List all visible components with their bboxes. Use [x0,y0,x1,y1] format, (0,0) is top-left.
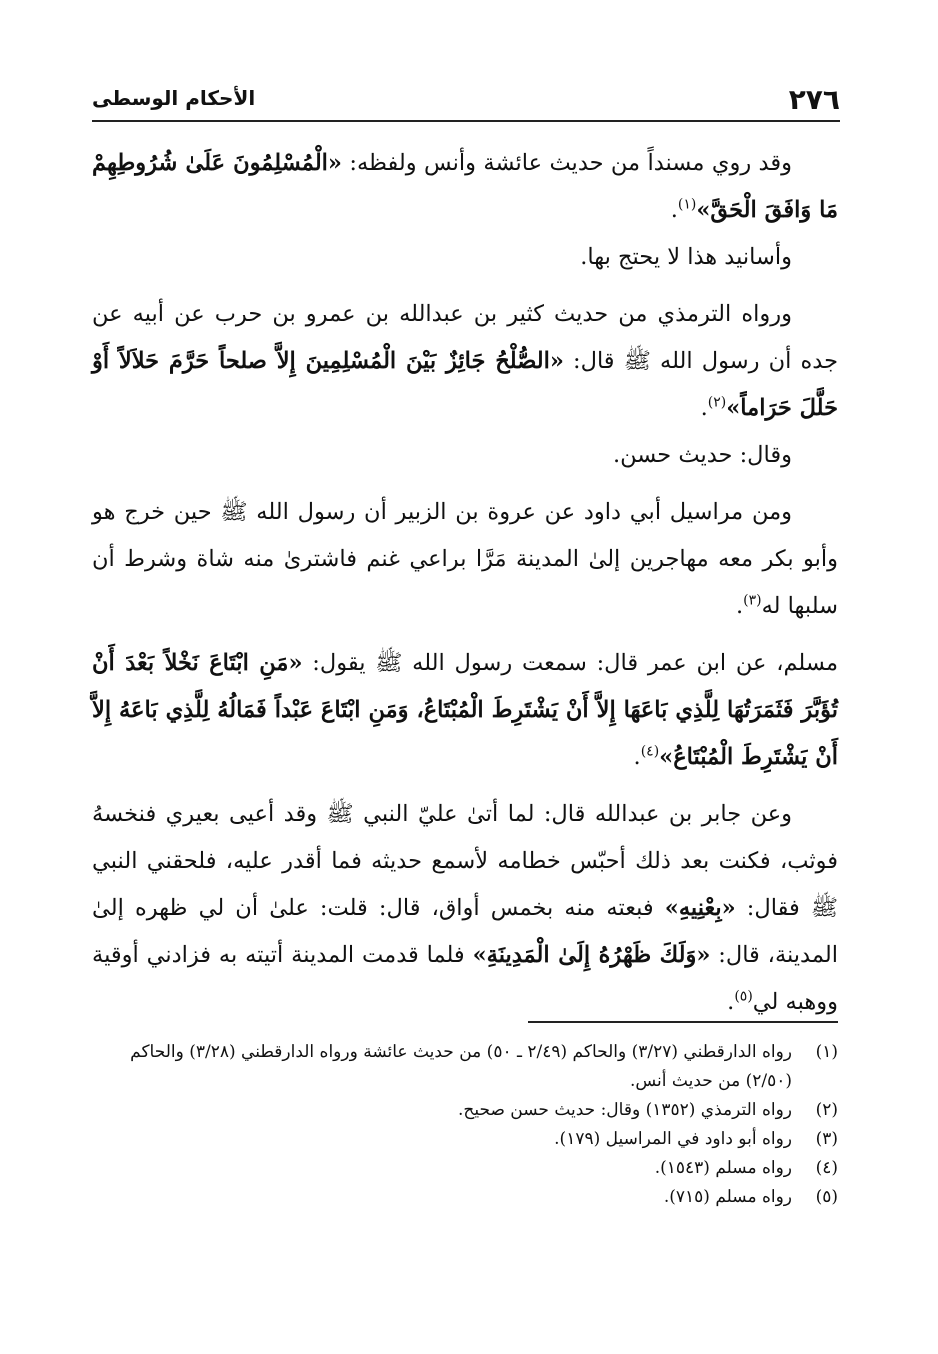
paragraph-5 [92,489,838,630]
footnote-text: رواه مسلم (٧١٥). [663,1187,792,1207]
paragraph-3 [92,291,838,432]
paragraph-text: وأسانيد هذا لا يحتج بها. [580,244,792,270]
footnote-item [92,1038,838,1096]
hadith-quote: «مَنِ ابْتَاعَ نَخْلاً بَعْدَ أَنْ تُؤَبَّرَ فَثَمَرَتُهَا لِلَّذِي بَاعَهَا إِلاَّ أَنْ يَشْتَرِطَ الْمُبْتَاعُ، وَمَنِ ابْتَاعَ عَبْداً فَمَالُهُ لِلَّذِي بَاعَهُ إِلاَّ أَنْ يَشْتَرِطَ الْمُبْتَاعُ» [92,650,838,770]
footnotes [92,1038,838,1212]
paragraph-2 [92,234,838,281]
paragraph-1 [92,140,838,234]
footnote-number: (٥) [815,1187,838,1207]
page-number: ٢٧٦ [788,83,840,116]
sentence-end: . [670,197,678,223]
page-header [92,80,840,122]
paragraph-text: وعن جابر بن عبدالله قال: لما أتىٰ عليّ النبي ﷺ وقد أعيى بعيري فنخسهُ فوثب، فكنت بعد ذلك أحبّس خطامه لأسمع حديثه فما أقدر عليه، فلحقني النبي ﷺ فقال: [92,801,839,921]
paragraph-text: وقال: حديث حسن. [612,442,792,468]
paragraph-text: ورواه الترمذي من حديث كثير بن عبدالله بن عمرو بن حرب عن أبيه عن جده أن رسول الله ﷺ قال: [92,301,838,374]
footnote-item [92,1154,838,1183]
footnote-text: رواه الدارقطني (٣/٢٧) والحاكم (٢/٤٩ ـ ٥٠) من حديث عائشة ورواه الدارقطني (٣/٢٨) والحاكم (٢/٥٠) من حديث أنس. [130,1042,792,1091]
footnote-number: (٤) [815,1158,838,1178]
sentence-end: . [700,395,708,421]
sentence-end: . [633,744,641,770]
hadith-quote: «بِعْنِيهِ» [664,895,736,921]
footnote-number: (٣) [815,1129,838,1149]
hadith-quote: «الْمُسْلِمُونَ عَلَىٰ شُرُوطِهِمْ مَا وَافَقَ الْحَقَّ» [92,150,838,223]
sentence-end: . [727,989,735,1015]
paragraph-text: فبعته منه بخمس أواق، قال: قلت: علىٰ أن لي ظهره إلىٰ المدينة، قال: [92,895,838,968]
footnote-text: رواه مسلم (١٥٤٣). [654,1158,792,1178]
footnote-ref: (١) [677,196,697,213]
paragraph-text: مسلم، عن ابن عمر قال: سمعت رسول الله ﷺ يقول: [302,650,839,676]
sentence-end: . [735,593,744,619]
footnote-item [92,1096,838,1125]
footnote-ref: (٣) [743,592,762,609]
footnote-separator [528,1021,838,1023]
paragraph-text: وقد روي مسنداً من حديث عائشة وأنس ولفظه: [342,150,792,176]
hadith-quote: «وَلَكَ ظَهْرُهُ إِلَىٰ الْمَدِينَةِ» [472,942,711,968]
paragraph-text: فلما قدمت المدينة أتيته به فزادني أوقية ووهبه لي [92,942,838,1015]
footnote-item [92,1183,838,1212]
paragraph-4 [92,432,838,479]
footnote-ref: (٥) [734,988,753,1005]
paragraph-7 [92,791,838,1026]
footnote-ref: (٢) [707,394,727,411]
running-title: الأحكام الوسطى [92,86,256,110]
footnote-number: (١) [815,1042,838,1062]
hadith-quote: «الصُّلْحُ جَائِزٌ بَيْنَ الْمُسْلِمِينَ إِلاَّ صلحاً حَرَّمَ حَلاَلاً أَوْ حَلَّلَ حَرَاماً» [92,348,838,421]
footnote-ref: (٤) [640,743,660,760]
paragraph-6 [92,640,838,781]
main-text [92,140,838,1026]
footnote-number: (٢) [815,1100,838,1120]
footnote-text: رواه الترمذي (١٣٥٢) وقال: حديث حسن صحيح. [457,1100,792,1120]
paragraph-text: ومن مراسيل أبي داود عن عروة بن الزبير أن رسول الله ﷺ حين خرج هو وأبو بكر معه مهاجرين إلىٰ المدينة مَرَّا براعي غنم فاشترىٰ منه شاة وشرط أن سلبها له [92,499,838,619]
footnote-text: رواه أبو داود في المراسيل (١٧٩). [554,1129,792,1149]
footnote-item [92,1125,838,1154]
